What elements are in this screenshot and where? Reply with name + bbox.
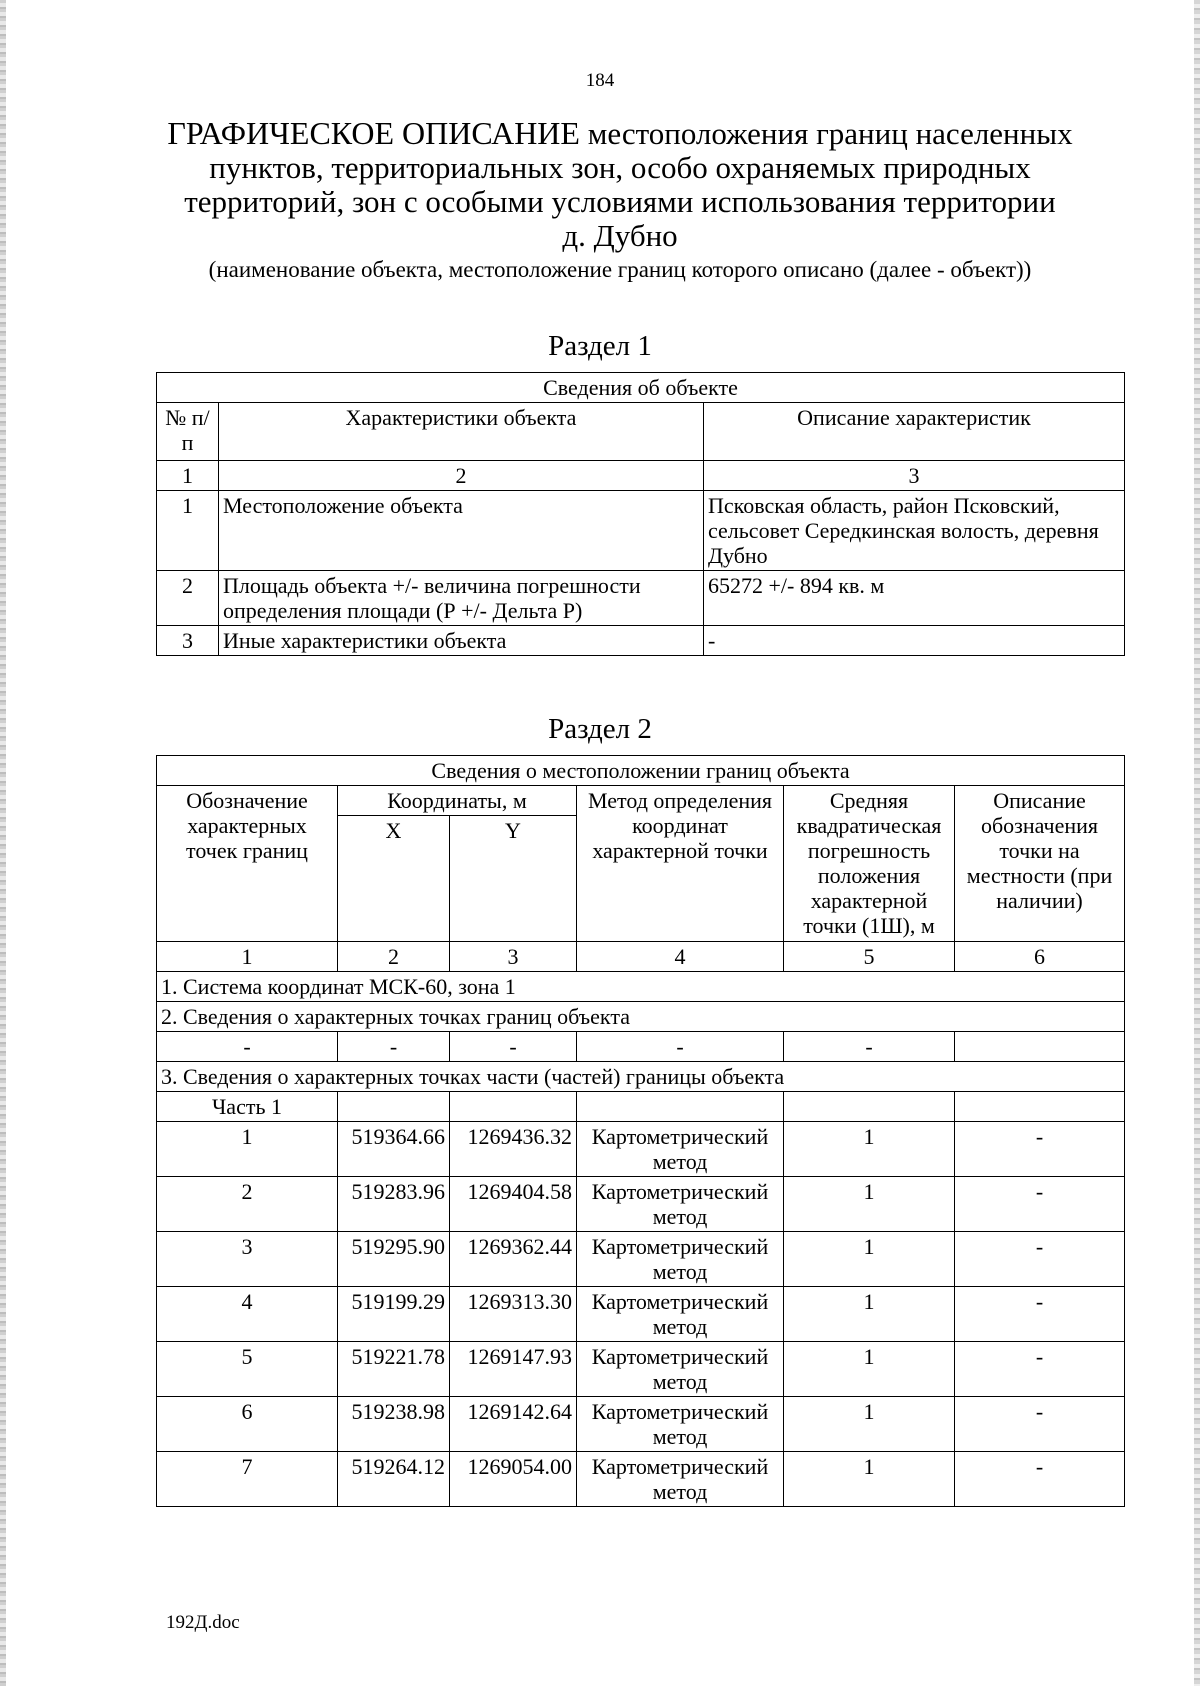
section1-heading: Раздел 1 — [548, 330, 652, 362]
index-cell: 4 — [577, 942, 784, 972]
row-number: 1 — [157, 491, 219, 571]
scan-edge-right — [1194, 0, 1200, 1686]
page-number: 184 — [585, 70, 615, 91]
document-title — [150, 116, 1090, 253]
empty-cell: - — [338, 1032, 450, 1062]
point-number: 1 — [157, 1122, 338, 1177]
point-number: 7 — [157, 1452, 338, 1507]
point-description: - — [955, 1452, 1125, 1507]
boundary-table-title: Сведения о местоположении границ объекта — [157, 756, 1125, 786]
point-method: Картометрический метод — [577, 1397, 784, 1452]
blank-cell — [955, 1092, 1125, 1122]
index-cell: 1 — [157, 461, 219, 491]
point-y: 1269436.32 — [450, 1122, 577, 1177]
index-cell: 2 — [338, 942, 450, 972]
boundary-points-table — [156, 755, 1125, 1507]
table-row — [157, 491, 1125, 571]
point-y: 1269362.44 — [450, 1232, 577, 1287]
header-y: Y — [450, 816, 577, 942]
row-value: - — [704, 626, 1125, 656]
object-info-table — [156, 372, 1125, 656]
blank-cell — [450, 1092, 577, 1122]
table-row — [157, 1342, 1125, 1397]
title-line2: пунктов, территориальных зон, особо охраняемых природных — [209, 150, 1031, 185]
point-description: - — [955, 1287, 1125, 1342]
point-method: Картометрический метод — [577, 1342, 784, 1397]
point-y: 1269142.64 — [450, 1397, 577, 1452]
part-label: Часть 1 — [157, 1092, 338, 1122]
row-characteristic: Иные характеристики объекта — [219, 626, 704, 656]
row-number: 2 — [157, 571, 219, 626]
point-description: - — [955, 1122, 1125, 1177]
point-number: 6 — [157, 1397, 338, 1452]
point-method: Картометрический метод — [577, 1452, 784, 1507]
object-info-table-title: Сведения об объекте — [157, 373, 1125, 403]
table-row — [157, 1397, 1125, 1452]
footer-filename: 192Д.doc — [166, 1612, 240, 1633]
header-error: Средняя квадратическая погрешность положения характерной точки (1Ш), м — [784, 786, 955, 942]
point-x: 519295.90 — [338, 1232, 450, 1287]
index-cell: 6 — [955, 942, 1125, 972]
point-x: 519238.98 — [338, 1397, 450, 1452]
point-number: 5 — [157, 1342, 338, 1397]
point-y: 1269054.00 — [450, 1452, 577, 1507]
header-method: Метод определения координат характерной точки — [577, 786, 784, 942]
row-number: 3 — [157, 626, 219, 656]
point-number: 4 — [157, 1287, 338, 1342]
header-coordinates: Координаты, м — [338, 786, 577, 816]
title-object-name: д. Дубно — [562, 218, 678, 253]
scan-edge-left — [0, 0, 6, 1686]
point-number: 2 — [157, 1177, 338, 1232]
point-error: 1 — [784, 1177, 955, 1232]
coordinate-system: 1. Система координат МСК-60, зона 1 — [157, 972, 1125, 1002]
table-row — [157, 1452, 1125, 1507]
table-row — [157, 1287, 1125, 1342]
point-description: - — [955, 1177, 1125, 1232]
point-method: Картометрический метод — [577, 1177, 784, 1232]
point-x: 519364.66 — [338, 1122, 450, 1177]
index-cell: 2 — [219, 461, 704, 491]
table-row — [157, 626, 1125, 656]
table-row — [157, 1122, 1125, 1177]
boundary-points-heading: 2. Сведения о характерных точках границ объекта — [157, 1002, 1125, 1032]
point-description: - — [955, 1342, 1125, 1397]
table-row — [157, 571, 1125, 626]
section2-heading: Раздел 2 — [548, 713, 652, 745]
header-characteristic: Характеристики объекта — [219, 403, 704, 461]
empty-cell: - — [450, 1032, 577, 1062]
index-cell: 3 — [450, 942, 577, 972]
point-error: 1 — [784, 1452, 955, 1507]
point-x: 519221.78 — [338, 1342, 450, 1397]
index-cell: 5 — [784, 942, 955, 972]
point-y: 1269313.30 — [450, 1287, 577, 1342]
point-x: 519264.12 — [338, 1452, 450, 1507]
table-row — [157, 1177, 1125, 1232]
empty-cell: - — [577, 1032, 784, 1062]
header-description: Описание характеристик — [704, 403, 1125, 461]
point-description: - — [955, 1397, 1125, 1452]
empty-cell: - — [157, 1032, 338, 1062]
blank-cell — [338, 1092, 450, 1122]
row-characteristic: Площадь объекта +/- величина погрешности определения площади (Р +/- Дельта Р) — [219, 571, 704, 626]
point-y: 1269404.58 — [450, 1177, 577, 1232]
point-x: 519199.29 — [338, 1287, 450, 1342]
point-error: 1 — [784, 1122, 955, 1177]
row-value: 65272 +/- 894 кв. м — [704, 571, 1125, 626]
point-y: 1269147.93 — [450, 1342, 577, 1397]
document-subtitle: (наименование объекта, местоположение границ которого описано (далее - объект)) — [208, 257, 1032, 282]
title-lead: ГРАФИЧЕСКОЕ ОПИСАНИЕ — [167, 115, 580, 151]
empty-cell — [955, 1032, 1125, 1062]
empty-cell: - — [784, 1032, 955, 1062]
point-description: - — [955, 1232, 1125, 1287]
point-number: 3 — [157, 1232, 338, 1287]
index-cell: 1 — [157, 942, 338, 972]
index-cell: 3 — [704, 461, 1125, 491]
part-points-heading: 3. Сведения о характерных точках части (частей) границы объекта — [157, 1062, 1125, 1092]
point-error: 1 — [784, 1342, 955, 1397]
header-number: № п/п — [157, 403, 219, 461]
point-method: Картометрический метод — [577, 1122, 784, 1177]
blank-cell — [577, 1092, 784, 1122]
table-row — [157, 1032, 1125, 1062]
point-error: 1 — [784, 1232, 955, 1287]
blank-cell — [784, 1092, 955, 1122]
point-error: 1 — [784, 1397, 955, 1452]
table-row — [157, 1232, 1125, 1287]
point-error: 1 — [784, 1287, 955, 1342]
title-line3: территорий, зон с особыми условиями использования территории — [184, 184, 1056, 219]
row-value: Псковская область, район Псковский, сельсовет Середкинская волость, деревня Дубно — [704, 491, 1125, 571]
header-x: X — [338, 816, 450, 942]
row-characteristic: Местоположение объекта — [219, 491, 704, 571]
header-point-description: Описание обозначения точки на местности (при наличии) — [955, 786, 1125, 942]
point-x: 519283.96 — [338, 1177, 450, 1232]
title-line1: местоположения границ населенных — [587, 116, 1073, 151]
point-method: Картометрический метод — [577, 1232, 784, 1287]
point-method: Картометрический метод — [577, 1287, 784, 1342]
header-points: Обозначение характерных точек границ — [157, 786, 338, 942]
